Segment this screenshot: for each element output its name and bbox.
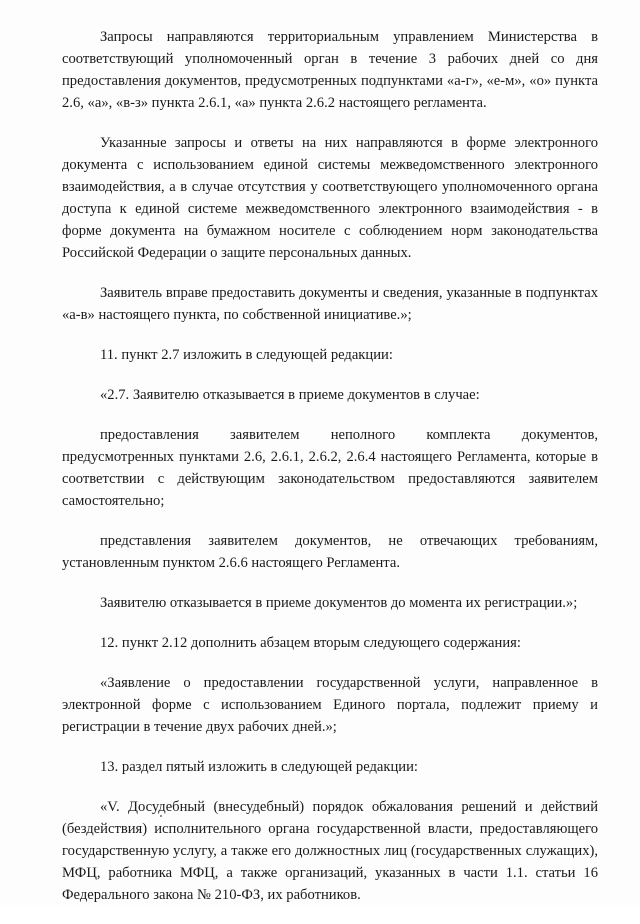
paragraph-refusal-before-registration: Заявителю отказывается в приеме документов до момента их регистрации.»;	[100, 595, 578, 611]
paragraph-incomplete-documents: предоставления заявителем неполного комплекта документов, предусмотренных пунктами 2.6, 2.6.1, 2.6.2, 2.6.4 настоящего Регламента, которые в соответствии с действующим законодательством предоставляются заявителем самостоятельно;	[62, 427, 598, 509]
paragraph-requests-sent: Запросы направляются территориальным управлением Министерства в соответствующий уполномоченный орган в течение 3 рабочих дней со дня предоставления документов, предусмотренных подпунктами «а-г», «е-м», «о» пункта 2.6, «а», «в-з» пункта 2.6.1, «а» пункта 2.6.2 настоящего регламента.	[62, 29, 598, 111]
document-body	[62, 26, 598, 924]
paragraph-electronic-interaction: Указанные запросы и ответы на них направляются в форме электронного документа с использованием единой системы межведомственного электронного взаимодействия, а в случае отсутствия у соответствующего уполномоченного органа доступа к единой системе межведомственного электронного взаимодействия - в форме документа на бумажном носителе с соблюдением норм законодательства Российской Федерации о защите персональных данных.	[62, 135, 598, 261]
paragraph-electronic-application: «Заявление о предоставлении государственной услуги, направленное в электронной форме с использованием Единого портала, подлежит приему и регистрации в течение двух рабочих дней.»;	[62, 675, 598, 735]
paragraph-item-11: 11. пункт 2.7 изложить в следующей редакции:	[100, 347, 393, 363]
paragraph-section-2-7: «2.7. Заявителю отказывается в приеме документов в случае:	[100, 387, 480, 403]
scan-speck	[160, 815, 162, 817]
paragraph-noncompliant-documents: представления заявителем документов, не отвечающих требованиям, установленным пунктом 2.6.6 настоящего Регламента.	[62, 533, 598, 571]
paragraph-item-12: 12. пункт 2.12 дополнить абзацем вторым следующего содержания:	[100, 635, 521, 651]
paragraph-applicant-initiative: Заявитель вправе предоставить документы и сведения, указанные в подпунктах «а-в» настоящего пункта, по собственной инициативе.»;	[62, 285, 598, 323]
paragraph-section-v: «V. Досудебный (внесудебный) порядок обжалования решений и действий (бездействия) исполнительного органа государственной власти, предоставляющего государственную услугу, а также его должностных лиц (государственных служащих), МФЦ, работника МФЦ, а также организаций, указанных в части 1.1. статьи 16 Федерального закона № 210-ФЗ, их работников.	[62, 799, 598, 903]
paragraph-item-13: 13. раздел пятый изложить в следующей редакции:	[100, 759, 418, 775]
